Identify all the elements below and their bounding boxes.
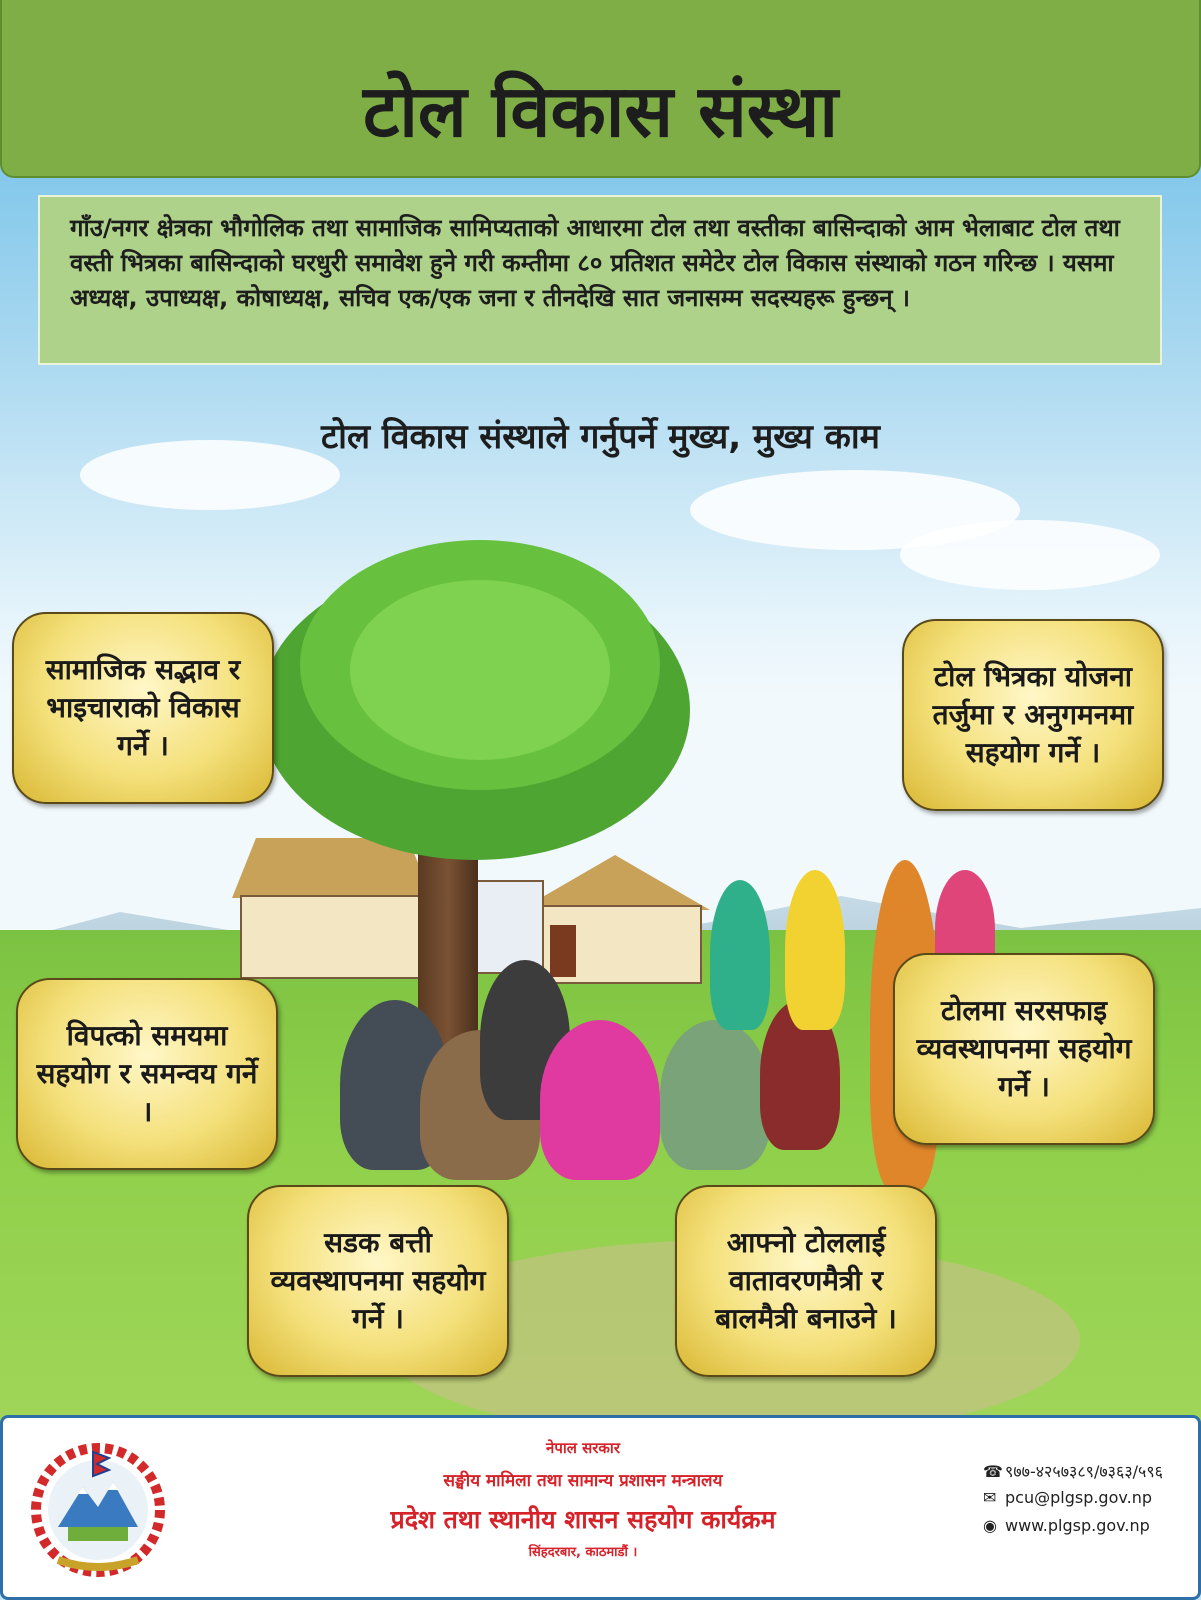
phone-icon: ☎ [983,1462,1003,1481]
contact-email[interactable] [983,1488,1152,1507]
website-link[interactable]: www.plgsp.gov.np [1005,1516,1150,1535]
page-title: टोल विकास संस्था [362,69,839,153]
gov-line-2: सङ्घीय मामिला तथा सामान्य प्रशासन मन्त्रालय [443,1471,723,1491]
gov-line-3: प्रदेश तथा स्थानीय शासन सहयोग कार्यक्रम [390,1505,776,1534]
contact-phone [983,1460,1163,1482]
email-icon: ✉ [983,1488,997,1507]
contact-website[interactable] [983,1516,1150,1535]
bubble-sanitation: टोलमा सरसफाइ व्यवस्थापनमा सहयोग गर्ने । [893,953,1155,1145]
intro-text: गाँउ/नगर क्षेत्रका भौगोलिक तथा सामाजिक सामिप्यताको आधारमा टोल तथा वस्तीका बासिन्दाको आम भेलाबाट टोल तथा वस्ती भित्रका बासिन्दाको घरधुरी समावेश हुने गरी कम्तीमा ८० प्रतिशत समेटेर टोल विकास संस्थाको गठन गरिन्छ । यसमा अध्यक्ष, उपाध्यक्ष, कोषाध्यक्ष, सचिव एक/एक जना र तीनदेखि सात जनासम्म सदस्यहरू हुन्छन् । [38,195,1162,365]
footer [0,1415,1201,1600]
email-address[interactable]: pcu@plgsp.gov.np [1005,1488,1152,1507]
bubble-eco-child-friendly: आफ्नो टोललाई वातावरणमैत्री र बालमैत्री बनाउने । [675,1185,937,1377]
globe-icon: ◉ [983,1516,997,1535]
gov-line-1: नेपाल सरकार [546,1439,620,1457]
bubble-street-light: सडक बत्ती व्यवस्थापनमा सहयोग गर्ने । [247,1185,509,1377]
bubble-planning-monitoring: टोल भित्रका योजना तर्जुमा र अनुगमनमा सहयोग गर्ने । [902,619,1164,811]
bubble-disaster-support: विपत्को समयमा सहयोग र समन्वय गर्ने । [16,978,278,1170]
cloud [900,520,1160,590]
nepal-emblem [23,1432,173,1582]
bubble-social-harmony: सामाजिक सद्भाव र भाइचाराको विकास गर्ने । [12,612,274,804]
gov-line-4: सिंहदरबार, काठमाडौं । [528,1545,638,1560]
phone-number: ९७७-४२५७३८९/७३६३/५९६ [1005,1462,1163,1481]
section-subtitle: टोल विकास संस्थाले गर्नुपर्ने मुख्य, मुख्य काम [321,417,880,457]
